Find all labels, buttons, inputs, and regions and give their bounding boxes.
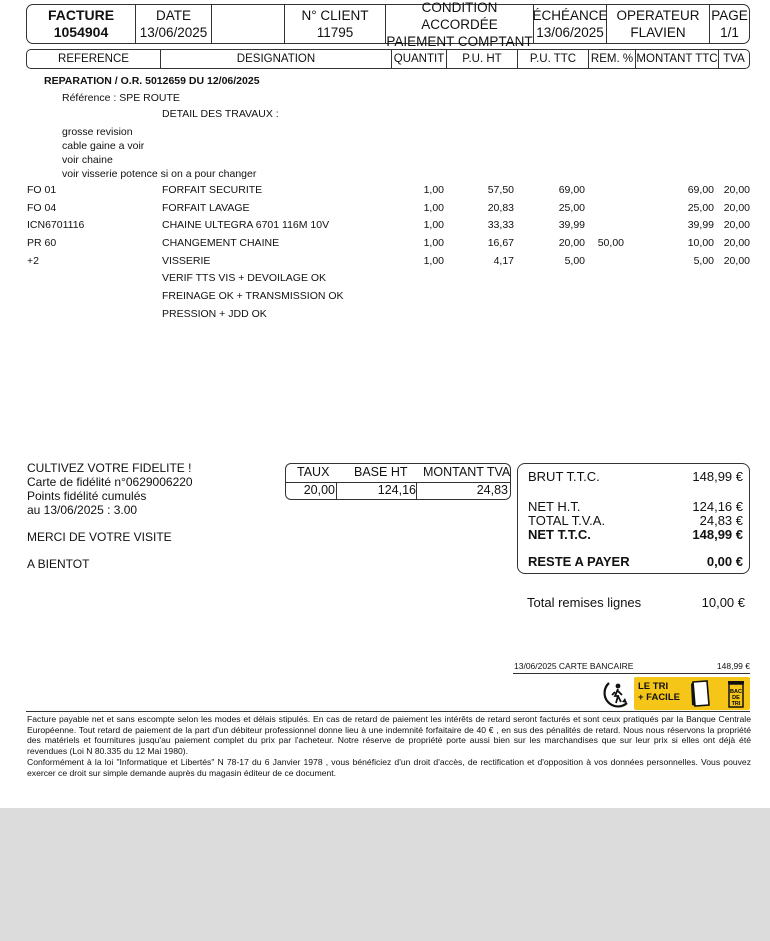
triman-text-line1: LE TRI: [638, 681, 669, 692]
col-rem: REM. %: [589, 50, 636, 68]
line-ref: FO 01: [27, 184, 57, 196]
repair-note: grosse revision: [62, 126, 133, 138]
line-montant: 25,00: [687, 201, 714, 214]
page-value: 1/1: [720, 25, 739, 40]
line-ref: ICN6701116: [27, 219, 85, 232]
payment-amount: 148,99 €: [716, 661, 750, 671]
table-row: [0, 219, 770, 235]
line-pu-ht: 20,83: [487, 201, 514, 214]
vat-rate: 20,00: [303, 483, 335, 497]
legal-paragraph-2: Conformément à la loi "Informatique et Libertés" N 78-17 du 6 Janvier 1978 , vous bénéficiez d'un droit d'accès, de rectification et d'opposition à vos données personnelles. Vous pouvez exercer ce droit sur simple demande auprès du magasin éditeur de ce document.: [27, 756, 751, 778]
col-pu-ht: P.U. HT: [447, 50, 518, 68]
line-pu-ttc: 69,00: [558, 184, 585, 196]
vat-divider: [416, 482, 417, 499]
doc-type: FACTURE: [47, 7, 115, 23]
triman-text-line2: + FACILE: [638, 692, 680, 703]
table-row: [0, 255, 770, 271]
total-discounts-value: 10,00 €: [701, 595, 745, 610]
line-tva: 20,00: [723, 219, 750, 232]
repair-note: voir chaine: [62, 154, 113, 166]
vat-header-row: [286, 465, 510, 483]
line-pu-ht: 4,17: [493, 254, 514, 267]
vat-value-row: [286, 483, 510, 500]
operator-value: FLAVIEN: [630, 25, 686, 40]
repair-reference: Référence : SPE ROUTE: [62, 92, 180, 104]
col-designation: DESIGNATION: [161, 50, 392, 68]
vat-amount: 24,83: [476, 483, 508, 497]
line-designation: VISSERIE: [162, 254, 211, 267]
client-value: 11795: [316, 25, 354, 40]
fidelity-line: CULTIVEZ VOTRE FIDELITE !: [27, 461, 192, 475]
line-qty: 1,00: [423, 254, 444, 267]
total-tva-label: TOTAL T.V.A.: [528, 513, 606, 528]
vat-divider: [336, 482, 337, 499]
repair-note: voir visserie potence si on a pour changer: [62, 168, 257, 180]
total-discounts-label: Total remises lignes: [527, 595, 642, 610]
goodbye-text: A BIENTOT: [27, 557, 90, 571]
line-tva: 20,00: [723, 201, 750, 214]
invoice-number-cell: [27, 5, 136, 43]
doc-number: 1054904: [53, 24, 109, 40]
line-pu-ttc: 39,99: [558, 219, 585, 232]
net-ttc-row: [528, 527, 743, 543]
col-quantity: QUANTIT: [392, 50, 447, 68]
line-montant: 10,00: [687, 237, 714, 250]
line-qty: 1,00: [423, 219, 444, 232]
line-ref: FO 04: [27, 201, 57, 214]
due-label: ÉCHÉANCE: [532, 8, 608, 23]
rest-to-pay-label: RESTE A PAYER: [528, 554, 630, 569]
vat-rate-header: TAUX: [297, 465, 330, 479]
col-reference: REFERENCE: [27, 50, 161, 68]
line-qty: 1,00: [423, 237, 444, 250]
date-cell: [136, 5, 212, 43]
thanks-text: MERCI DE VOTRE VISITE: [27, 530, 172, 544]
line-pu-ttc: 5,00: [564, 254, 585, 267]
line-pu-ttc: 20,00: [558, 237, 585, 250]
col-tva: TVA: [723, 53, 745, 65]
table-row: [0, 184, 770, 200]
remark: PRESSION + JDD OK: [162, 308, 267, 320]
vat-base-header: BASE HT: [354, 465, 408, 479]
table-row: [0, 237, 770, 253]
vat-base: 124,16: [377, 483, 416, 497]
line-pu-ht: 57,50: [487, 184, 514, 196]
col-montant-ttc: MONTANT TTC: [636, 50, 719, 68]
payment-method: 13/06/2025 CARTE BANCAIRE: [514, 661, 634, 671]
brut-ttc-label: BRUT T.T.C.: [528, 469, 600, 484]
net-ttc-value: 148,99 €: [692, 527, 743, 542]
payment-row: [513, 660, 750, 674]
svg-text:TRI: TRI: [731, 701, 741, 707]
brut-ttc-row: [528, 469, 743, 485]
date-label: DATE: [155, 8, 191, 23]
blank-cell: [212, 5, 285, 43]
totals-box: [517, 463, 750, 574]
column-headers: [26, 49, 750, 69]
line-designation: FORFAIT LAVAGE: [162, 201, 250, 214]
triman-logo: [603, 677, 750, 710]
condition-value: PAIEMENT COMPTANT: [386, 33, 533, 49]
line-pu-ttc: 25,00: [558, 201, 585, 214]
brut-ttc-value: 148,99 €: [692, 469, 743, 484]
col-pu-ttc: P.U. TTC: [518, 50, 589, 68]
repair-note: cable gaine a voir: [62, 140, 145, 152]
invoice-header: [26, 0, 750, 49]
line-qty: 1,00: [423, 184, 444, 196]
due-cell: [534, 5, 607, 43]
line-designation: CHANGEMENT CHAINE: [162, 237, 280, 250]
remark: FREINAGE OK + TRANSMISSION OK: [162, 290, 344, 302]
client-label: N° CLIENT: [301, 8, 369, 23]
line-montant: 5,00: [693, 254, 714, 267]
line-qty: 1,00: [423, 201, 444, 214]
total-tva-value: 24,83 €: [699, 513, 743, 528]
fidelity-card: Carte de fidélité n°0629006220: [27, 475, 193, 489]
rest-to-pay-value: 0,00 €: [706, 554, 743, 569]
line-pu-ht: 33,33: [487, 219, 514, 232]
line-tva: 20,00: [723, 184, 750, 196]
triman-banner: [634, 677, 750, 710]
svg-text:BAC: BAC: [730, 689, 742, 695]
client-cell: [285, 5, 386, 43]
operator-cell: [607, 5, 710, 43]
triman-text: [638, 681, 680, 703]
vat-amount-header: MONTANT TVA: [423, 465, 511, 479]
recycle-bin-icon: [726, 679, 746, 709]
operator-label: OPERATEUR: [616, 8, 700, 23]
remark: VERIF TTS VIS + DEVOILAGE OK: [162, 272, 327, 284]
rest-to-pay-row: [528, 554, 743, 570]
line-designation: FORFAIT SECURITE: [162, 184, 263, 196]
line-pu-ht: 16,67: [487, 237, 514, 250]
fidelity-points: au 13/06/2025 : 3.00: [27, 503, 138, 517]
net-ht-value: 124,16 €: [692, 499, 743, 514]
line-rem: 50,00: [597, 237, 624, 250]
line-tva: 20,00: [723, 254, 750, 267]
net-ht-label: NET H.T.: [528, 499, 581, 514]
due-value: 13/06/2025: [536, 25, 604, 40]
condition-label: CONDITION ACCORDÉE: [421, 0, 498, 32]
line-tva: 20,00: [723, 237, 750, 250]
date-value: 13/06/2025: [139, 25, 208, 40]
legal-paragraph-1: Facture payable net et sans escompte selon les modes et délais stipulés. En cas de retard de paiement les intérêts de retard seront facturés et sont ceux pratiqués par la Banque Centrale Européenne. Tout retard de paiement de la part d'un débiteur professionnel donne lieu à une indemnité forfaitaire de 40 € , en sus des pénalités de retard. Nous nous réservons la propriété des matériels et fournitures jusqu'au paiement complet du prix par l'acheteur. Notre réserve de propriété porte aussi bien sur les marchandises que sur leur prix si elles ont déjà été revendues (Loi N 80.335 du 12 Mai 1980).: [27, 714, 751, 757]
triman-icon: [603, 678, 633, 708]
fidelity-points-label: Points fidélité cumulés: [27, 489, 147, 503]
condition-cell: [386, 0, 534, 49]
line-ref: +2: [27, 254, 39, 267]
line-montant: 69,00: [687, 184, 714, 196]
net-ttc-label: NET T.T.C.: [528, 527, 591, 542]
legal-notice: [27, 714, 751, 778]
page-cell: [710, 5, 749, 43]
table-row: [0, 202, 770, 218]
svg-text:DE: DE: [732, 695, 740, 701]
paper-icon: [689, 680, 711, 707]
line-ref: PR 60: [27, 237, 57, 250]
repair-title: REPARATION / O.R. 5012659 DU 12/06/2025: [44, 75, 260, 87]
repair-detail-title: DETAIL DES TRAVAUX :: [162, 108, 279, 120]
vat-table: [285, 463, 511, 500]
page-label: PAGE: [711, 8, 748, 23]
line-designation: CHAINE ULTEGRA 6701 116M 10V: [162, 219, 330, 232]
legal-divider: [26, 711, 750, 712]
line-montant: 39,99: [687, 219, 714, 232]
